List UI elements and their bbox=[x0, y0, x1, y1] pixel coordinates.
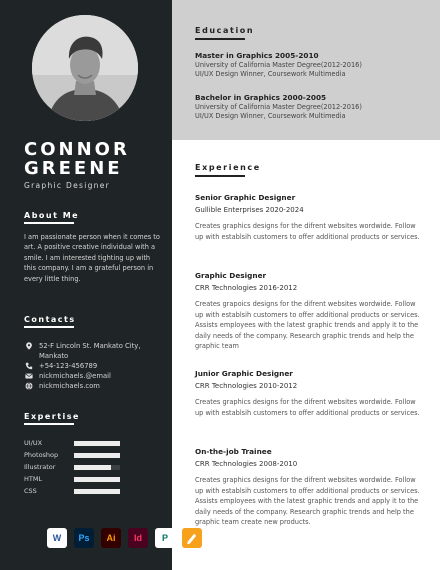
experience-rule bbox=[195, 175, 245, 177]
contact-phone bbox=[24, 361, 164, 371]
experience-title: Junior Graphic Designer bbox=[195, 369, 293, 378]
expertise-rule bbox=[24, 423, 74, 425]
contact-email bbox=[24, 371, 164, 381]
skill-track bbox=[74, 489, 120, 494]
experience-company: CRR Technologies 2016-2012 bbox=[195, 284, 298, 292]
education-item bbox=[195, 93, 423, 122]
expertise-heading: Expertise bbox=[24, 412, 80, 421]
experience-description: Creates grapoics designs for the difrent websites wordwide. Follow up with establsih customers to offer additional products or services. Assists employees with the latest graphic trends and apply it to the daily needs of the company. Research graphic trends and help the graphic team bbox=[195, 300, 420, 351]
skill-level-bar bbox=[74, 489, 120, 494]
phone-text: +54-123-456789 bbox=[39, 362, 98, 370]
skill-level-bar bbox=[74, 441, 120, 446]
education-title: Bachelor in Graphics 2000-2005 bbox=[195, 93, 327, 102]
skill-label: Illustrator bbox=[24, 463, 56, 471]
contact-address bbox=[24, 341, 164, 361]
email-text[interactable]: nickmichaels.@email bbox=[39, 372, 111, 380]
experience-company: CRR Technologies 2008-2010 bbox=[195, 460, 298, 468]
skill-level-bar bbox=[74, 477, 120, 482]
phone-icon bbox=[24, 361, 34, 371]
skill-track bbox=[74, 441, 120, 446]
education-line1: University of California Master Degree(2012-2016) bbox=[195, 103, 362, 111]
skill-track bbox=[74, 453, 120, 458]
experience-item bbox=[195, 369, 423, 418]
portrait-image bbox=[32, 15, 138, 121]
location-pin-icon bbox=[24, 341, 34, 351]
contact-list bbox=[24, 341, 164, 391]
contact-website bbox=[24, 381, 164, 391]
website-text[interactable]: nickmichaels.com bbox=[39, 382, 100, 390]
education-title: Master in Graphics 2005-2010 bbox=[195, 51, 319, 60]
address-line1: 52-F Lincoln St. Mankato City, bbox=[39, 342, 141, 350]
skill-level-bar bbox=[74, 453, 120, 458]
indesign-icon: Id bbox=[128, 528, 148, 548]
experience-item bbox=[195, 271, 423, 352]
education-line2: UI/UX Design Winner, Coursework Multimedia bbox=[195, 112, 346, 121]
education-rule bbox=[195, 38, 245, 40]
skill-label: Photoshop bbox=[24, 451, 59, 459]
education-item bbox=[195, 51, 423, 80]
experience-description: Creates graphics designs for the difrent websites wordwide. Follow up with establsih customers to offer additional products or services. bbox=[195, 222, 420, 241]
experience-company: Gullible Enterprises 2020-2024 bbox=[195, 206, 304, 214]
skill-row bbox=[24, 449, 154, 461]
illustrator-icon: Ai bbox=[101, 528, 121, 548]
address-text bbox=[39, 341, 141, 361]
skill-row bbox=[24, 461, 154, 473]
skill-track bbox=[74, 477, 120, 482]
job-title: Graphic Designer bbox=[24, 181, 110, 190]
experience-item bbox=[195, 193, 423, 242]
experience-heading: Experience bbox=[195, 163, 261, 172]
skill-track bbox=[74, 465, 120, 470]
word-icon: W bbox=[47, 528, 67, 548]
skill-label: UI/UX bbox=[24, 439, 43, 447]
about-rule bbox=[24, 222, 74, 224]
experience-description: Creates graphics designs for the difrent websites wordwide. Follow up with establsih customers to offer additional products or services. bbox=[195, 398, 420, 417]
skill-list bbox=[24, 437, 154, 497]
skill-row bbox=[24, 437, 154, 449]
skill-label: CSS bbox=[24, 487, 37, 495]
software-icons bbox=[47, 528, 202, 548]
experience-description: Creates graphics designs for the difrent websites wordwide. Follow up with establsih customers to offer additional products or services. Assists employees with the latest graphic trends and apply it to the daily needs of the company. Research graphic trends and help the graphic team create new products. bbox=[195, 476, 420, 527]
contacts-heading: Contacts bbox=[24, 315, 76, 324]
candidate-name bbox=[24, 140, 164, 178]
experience-title: Graphic Designer bbox=[195, 271, 267, 280]
about-text: I am passionate person when it comes to art. A positive creative individual with a smile. I am interested tighting up with this company. I am a grateful person in every little thing. bbox=[24, 233, 160, 283]
experience-item bbox=[195, 447, 423, 528]
photoshop-icon: Ps bbox=[74, 528, 94, 548]
profile-photo bbox=[32, 15, 138, 121]
publisher-icon: P bbox=[155, 528, 175, 548]
experience-company: CRR Technologies 2010-2012 bbox=[195, 382, 298, 390]
experience-title: Senior Graphic Designer bbox=[195, 193, 296, 202]
last-name: GREENE bbox=[24, 158, 123, 179]
contacts-rule bbox=[24, 326, 74, 328]
experience-title: On-the-job Trainee bbox=[195, 447, 272, 456]
skill-level-bar bbox=[74, 465, 111, 470]
email-icon bbox=[24, 371, 34, 381]
education-line2: UI/UX Design Winner, Coursework Multimedia bbox=[195, 70, 346, 79]
skill-label: HTML bbox=[24, 475, 43, 483]
skill-row bbox=[24, 473, 154, 485]
first-name: CONNOR bbox=[24, 139, 130, 160]
pages-icon bbox=[182, 528, 202, 548]
globe-icon bbox=[24, 381, 34, 391]
education-line1: University of California Master Degree(2012-2016) bbox=[195, 61, 362, 69]
address-line2: Mankato bbox=[39, 352, 69, 360]
sidebar bbox=[0, 0, 172, 570]
about-heading: About Me bbox=[24, 211, 80, 220]
education-heading: Education bbox=[195, 26, 255, 35]
skill-row bbox=[24, 485, 154, 497]
